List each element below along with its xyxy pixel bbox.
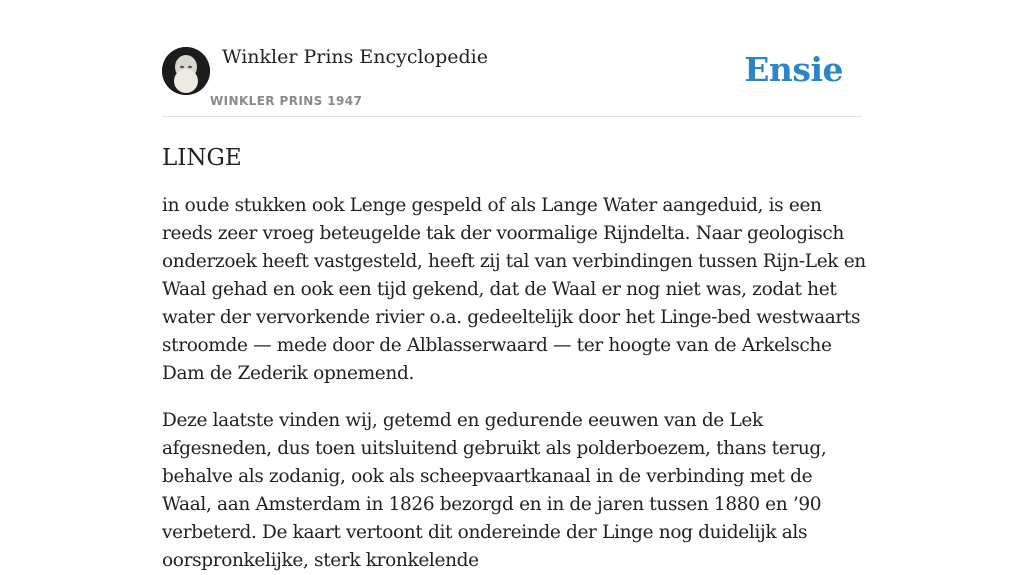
article-paragraph: Deze laatste vinden wij, getemd en gedurende eeuwen van de Lek afgesneden, dus toen uitsluitend gebruikt als polderboezem, thans terug, behalve als zodanig, ook als scheepvaartkanaal in de verbinding met de Waal, aan Amsterdam in 1826 bezorgd en in de jaren tussen 1880 en ’90 verbeterd. De kaart vertoont dit ondereinde der Linge nog duidelijk als oorspronkelijke, sterk kronkelende (162, 410, 827, 571)
source-subtitle: WINKLER PRINS 1947 (210, 94, 363, 108)
article-title: LINGE (162, 145, 242, 171)
source-header (162, 0, 862, 117)
source-title[interactable]: Winkler Prins Encyclopedie (222, 46, 488, 68)
article-paragraph: in oude stukken ook Lenge gespeld of als Lange Water aangeduid, is een reeds zeer vroeg beteugelde tak der voormalige Rijndelta. Naar geologisch onderzoek heeft vastgesteld, heeft zij tal van verbindingen tussen Rijn-Lek en Waal gehad en ook een tijd gekend, dat de Waal er nog niet was, zodat het water der vervorkende rivier o.a. gedeeltelijk door het Linge-bed westwaarts stroomde — mede door de Alblasserwaard — ter hoogte van de Arkelsche Dam de Zederik opnemend. (162, 195, 866, 384)
ensie-logo[interactable]: Ensie (744, 50, 843, 89)
author-avatar[interactable] (162, 47, 210, 95)
page (162, 0, 866, 575)
portrait-image (162, 47, 210, 95)
